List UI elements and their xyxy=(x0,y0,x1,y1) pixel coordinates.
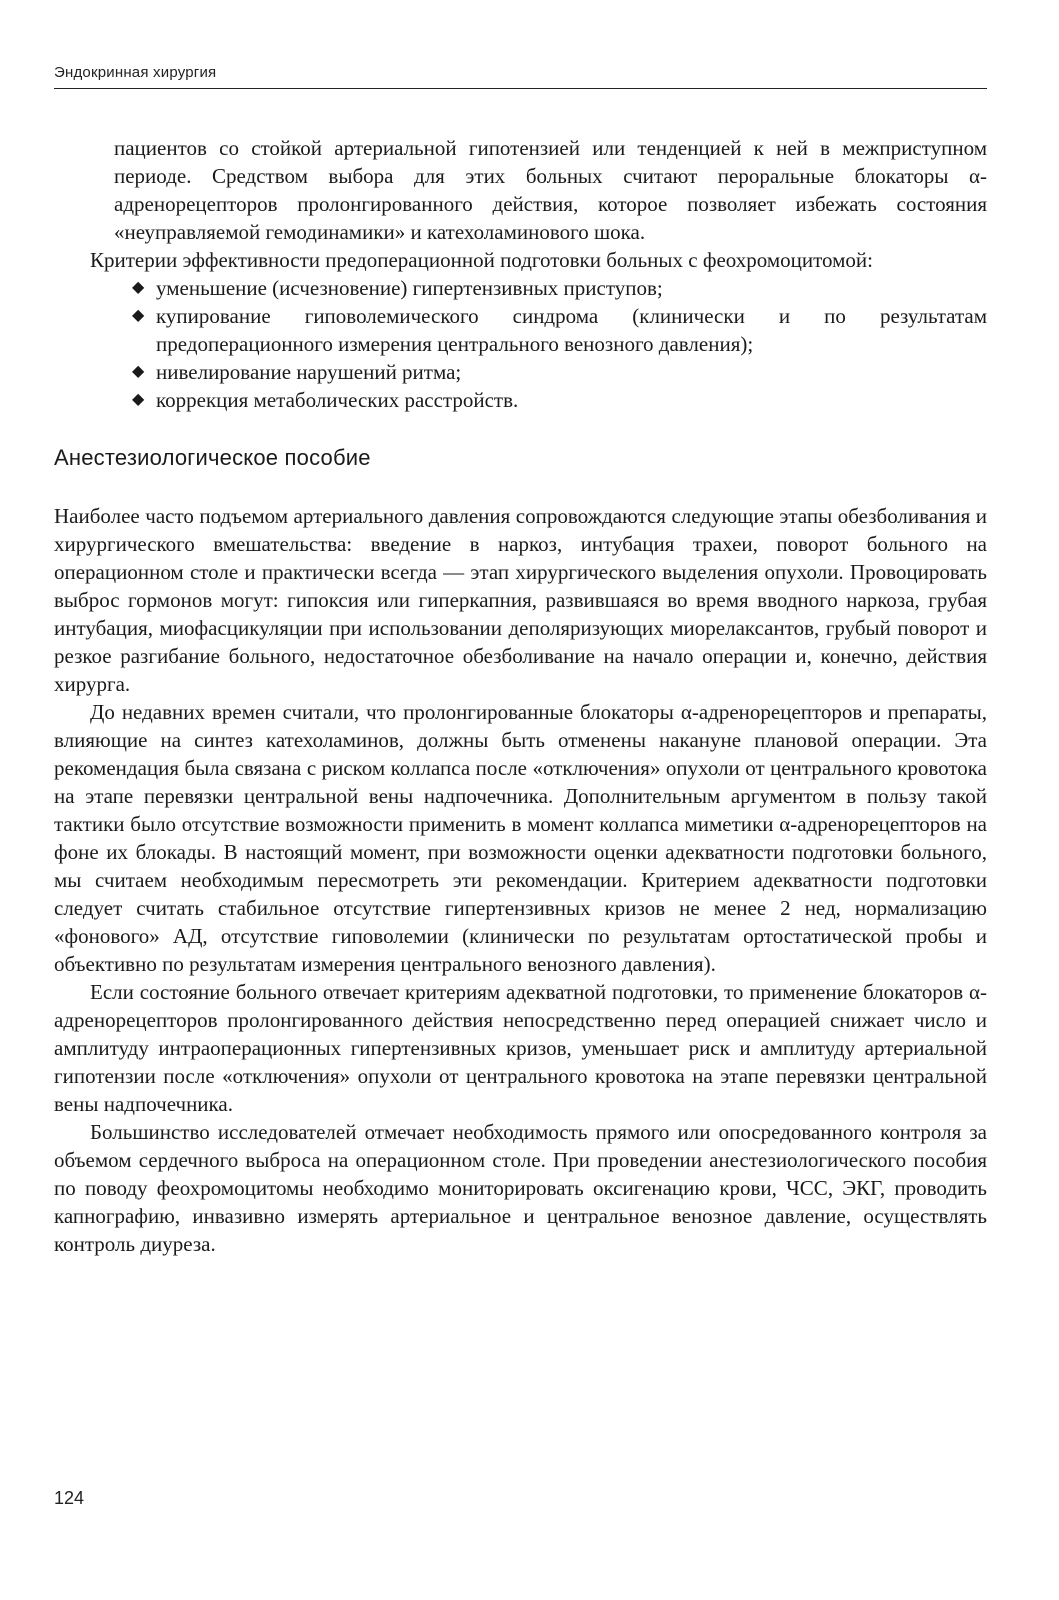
body-paragraph: Наиболее часто подъемом артериального давления сопровождаются следующие этапы обезболивания и хирургического вмешательства: введение в наркоз, интубация трахеи, поворот больного на операционном столе и практически всегда — этап хирургического выделения опухоли. Провоцировать выброс гормонов могут: гипоксия или гиперкапния, развившаяся во время вводного наркоза, грубая интубация, миофасцикуляции при использовании деполяризующих миорелаксантов, грубый поворот и резкое разгибание больного, недостаточное обезболивание на начало операции и, конечно, действия хирурга. xyxy=(54,504,987,696)
list-item xyxy=(132,302,987,358)
page-body xyxy=(54,134,987,1258)
diamond-bullet-icon: ◆ xyxy=(132,363,145,380)
header-rule xyxy=(54,88,987,89)
diamond-bullet-icon: ◆ xyxy=(132,279,145,296)
list-item-text: уменьшение (исчезновение) гипертензивных приступов; xyxy=(156,276,663,300)
list-item xyxy=(132,274,987,302)
list-item-text: нивелирование нарушений ритма; xyxy=(156,360,462,384)
criteria-list xyxy=(54,274,987,414)
diamond-bullet-icon: ◆ xyxy=(132,391,145,408)
continuation-paragraph: пациентов со стойкой артериальной гипотензией или тенденцией к ней в межприступном периоде. Средством выбора для этих больных считают пероральные блокаторы α-адренорецепторов пролонгированного действия, которое позволяет избежать состояния «неуправляемой гемодинамики» и катехоламинового шока. xyxy=(114,136,987,244)
body-paragraph: До недавних времен считали, что пролонгированные блокаторы α-адренорецепторов и препараты, влияющие на синтез катехоламинов, должны быть отменены накануне плановой операции. Эта рекомендация была связана с риском коллапса после «отключения» опухоли от центрального кровотока на этапе перевязки центральной вены надпочечника. Дополнительным аргументом в пользу такой тактики было отсутствие возможности применить в момент коллапса миметики α-адренорецепторов на фоне их блокады. В настоящий момент, при возможности оценки адекватности подготовки больного, мы считаем необходимым пересмотреть эти рекомендации. Критерием адекватности подготовки следует считать стабильное отсутствие гипертензивных кризов не менее 2 нед, нормализацию «фонового» АД, отсутствие гиповолемии (клинически по результатам ортостатической пробы и объективно по результатам измерения центрального венозного давления). xyxy=(54,700,987,976)
list-item-text: купирование гиповолемического синдрома (клинически и по результатам предоперационного измерения центрального венозного давления); xyxy=(156,304,987,356)
list-item xyxy=(132,386,987,414)
section-heading: Анестезиологическое пособие xyxy=(54,445,371,470)
body-paragraph: Большинство исследователей отмечает необходимость прямого или опосредованного контроля за объемом сердечного выброса на операционном столе. При проведении анестезиологического пособия по поводу феохромоцитомы необходимо мониторировать оксигенацию крови, ЧСС, ЭКГ, проводить капнографию, инвазивно измерять артериальное и центральное венозное давление, осуществлять контроль диуреза. xyxy=(54,1120,987,1256)
body-paragraph: Если состояние больного отвечает критериям адекватной подготовки, то применение блокаторов α-адренорецепторов пролонгированного действия непосредственно перед операцией снижает число и амплитуду интраоперационных гипертензивных кризов, уменьшает риск и амплитуду артериальной гипотензии после «отключения» опухоли от центрального кровотока на этапе перевязки центральной вены надпочечника. xyxy=(54,980,987,1116)
running-header: Эндокринная хирургия xyxy=(54,64,217,81)
page-number: 124 xyxy=(54,1488,85,1508)
diamond-bullet-icon: ◆ xyxy=(132,307,145,324)
criteria-intro: Критерии эффективности предоперационной подготовки больных с феохромоцитомой: xyxy=(90,248,873,272)
list-item-text: коррекция метаболических расстройств. xyxy=(156,388,519,412)
list-item xyxy=(132,358,987,386)
